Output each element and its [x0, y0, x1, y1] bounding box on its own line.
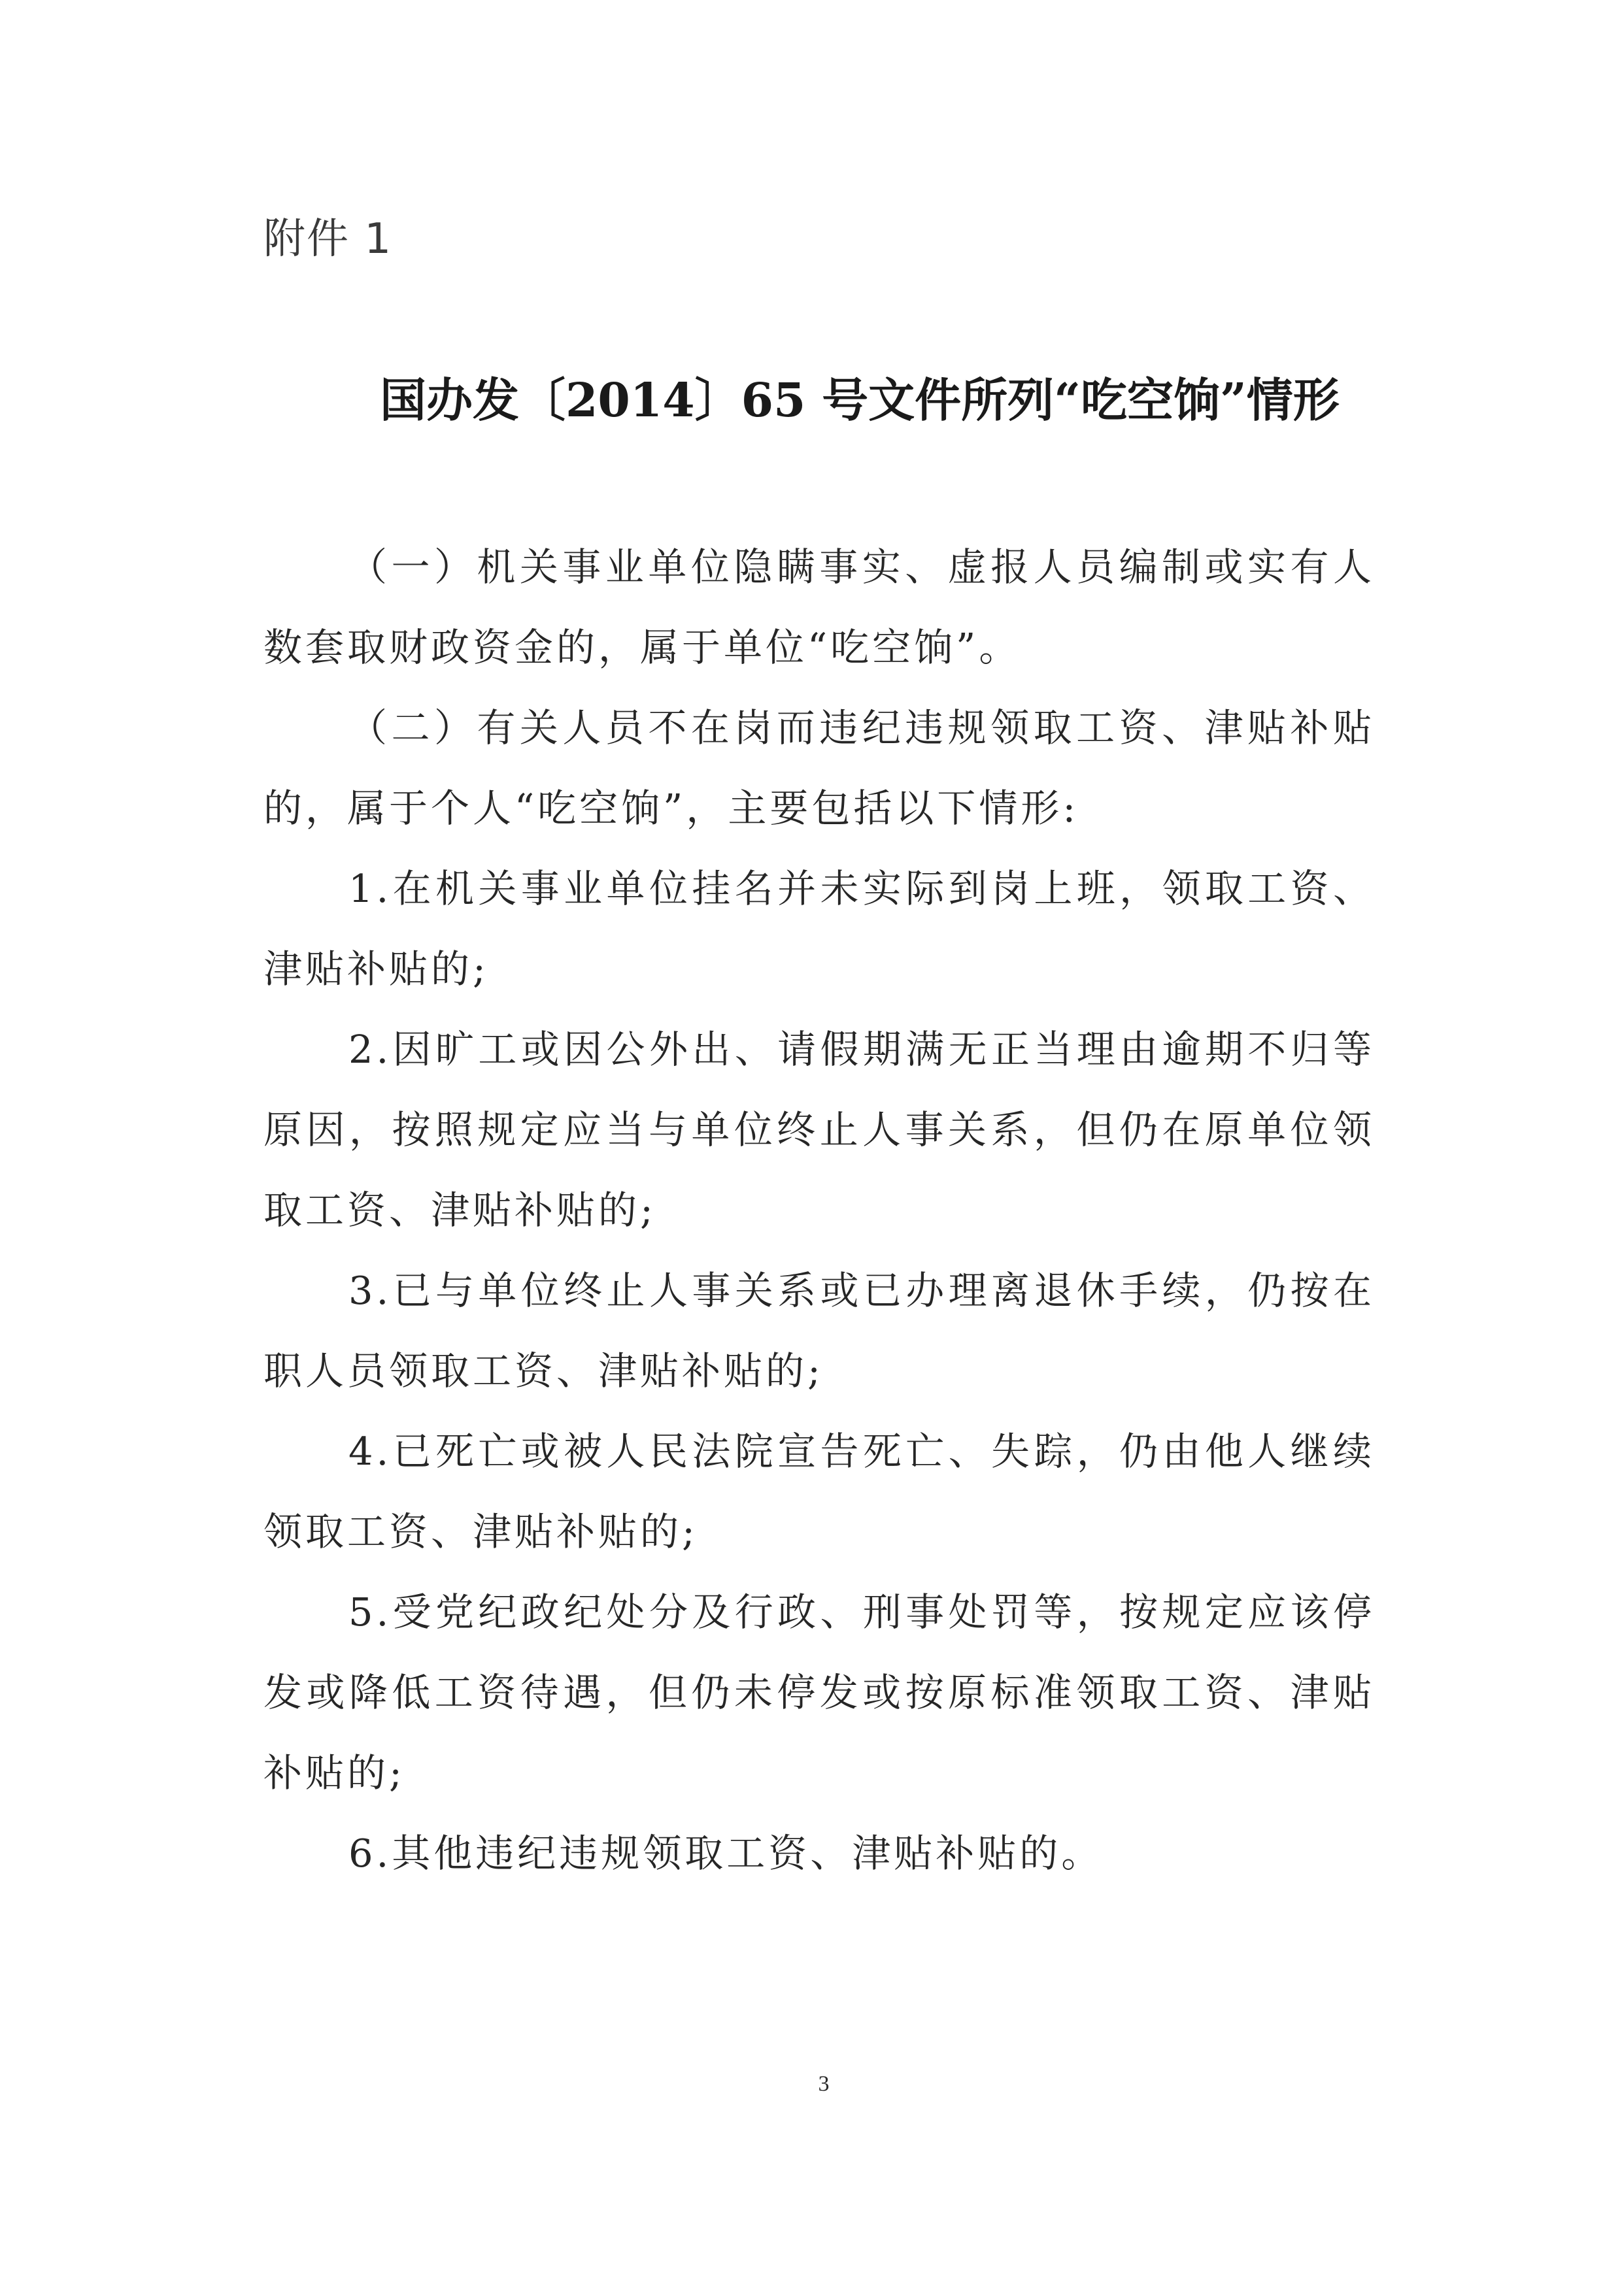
list-item-3: 3.已与单位终止人事关系或已办理离退休手续，仍按在职人员领取工资、津贴补贴的;: [263, 1268, 1375, 1393]
list-item-4: 4.已死亡或被人民法院宣告死亡、失踪，仍由他人继续领取工资、津贴补贴的;: [263, 1429, 1375, 1554]
paragraph-individual-definition: （二）有关人员不在岗而违纪违规领取工资、津贴补贴的，属于个人“吃空饷”，主要包括以下情形:: [263, 705, 1375, 831]
list-item-2: 2.因旷工或因公外出、请假期满无正当理由逾期不归等原因，按照规定应当与单位终止人事关系，但仍在原单位领取工资、津贴补贴的;: [263, 1027, 1375, 1233]
paragraph-unit-definition: （一）机关事业单位隐瞒事实、虚报人员编制或实有人数套取财政资金的，属于单位“吃空饷”。: [263, 544, 1375, 670]
list-item-5: 5.受党纪政纪处分及行政、刑事处罚等，按规定应该停发或降低工资待遇，但仍未停发或按原标准领取工资、津贴补贴的;: [263, 1589, 1375, 1795]
page-number: 3: [818, 2072, 830, 2096]
list-item-6: 6.其他违纪违规领取工资、津贴补贴的。: [348, 1831, 1104, 1876]
document-title: 国办发〔2014〕65 号文件所列“吃空饷”情形: [380, 373, 1340, 427]
list-item-1: 1.在机关事业单位挂名并未实际到岗上班，领取工资、津贴补贴的;: [263, 866, 1375, 991]
attachment-label: 附件 1: [263, 215, 393, 263]
